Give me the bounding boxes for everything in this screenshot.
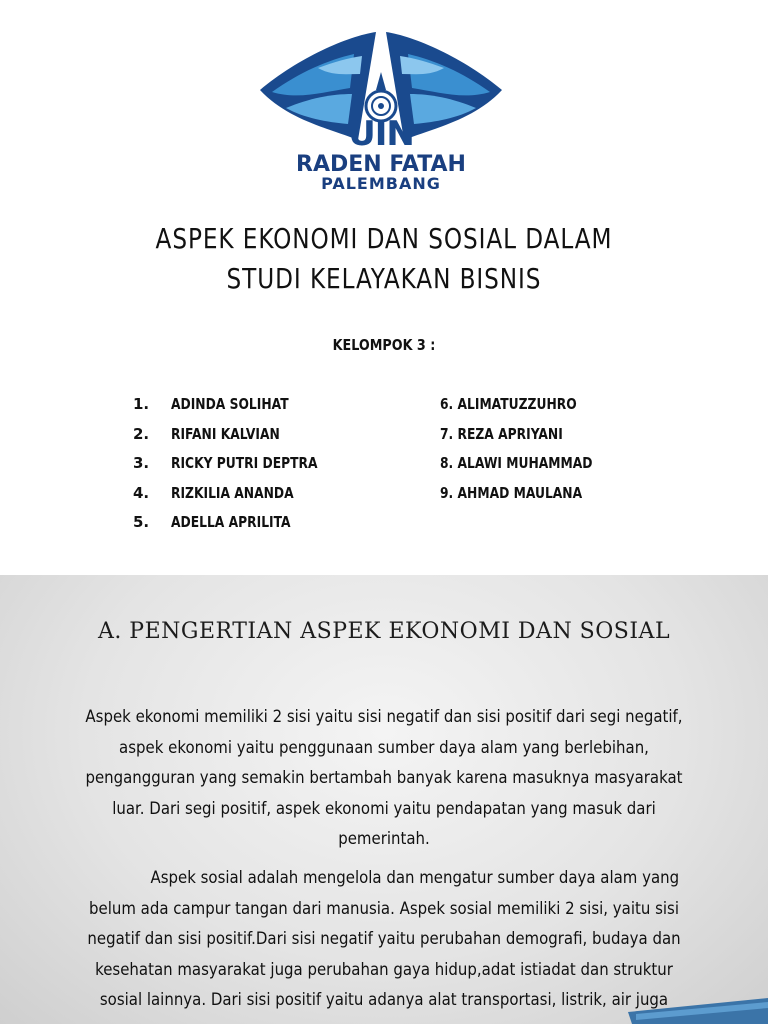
members-left-list	[133, 390, 350, 538]
member-number: 3.	[133, 454, 150, 472]
member-name: 6. ALIMATUZZUHRO	[440, 395, 577, 413]
logo-line1: RADEN FATAH	[296, 152, 466, 177]
member-number: 5.	[133, 513, 150, 531]
member-name: RIZKILIA ANANDA	[171, 483, 294, 502]
member-number: 4.	[133, 483, 150, 502]
paragraph-line: kesehatan masyarakat juga perubahan gaya hidup,adat istiadat dan struktur	[95, 959, 673, 980]
paragraph-line: Aspek ekonomi memiliki 2 sisi yaitu sisi negatif dan sisi positif dari segi negatif,	[85, 707, 683, 727]
paragraph-line: belum ada campur tangan dari manusia. Aspek sosial memiliki 2 sisi, yaitu sisi	[89, 898, 679, 919]
members-right-list	[440, 390, 626, 508]
member-item	[440, 420, 626, 450]
logo-line2: PALEMBANG	[321, 174, 441, 193]
member-number: 2.	[133, 424, 150, 443]
member-number: 1.	[133, 395, 150, 413]
member-item	[133, 479, 350, 509]
title-line1: ASPEK EKONOMI DAN SOSIAL DALAM	[155, 222, 613, 255]
member-name: 7. REZA APRIYANI	[440, 424, 563, 443]
member-item	[133, 420, 350, 450]
paragraph-line: aspek ekonomi yaitu penggunaan sumber daya alam yang berlebihan,	[119, 737, 649, 758]
member-item	[440, 479, 626, 509]
paragraph-social	[40, 863, 728, 1016]
member-name: 8. ALAWI MUHAMMAD	[440, 454, 593, 472]
member-name: RIFANI KALVIAN	[171, 424, 280, 443]
university-logo	[258, 28, 504, 193]
member-name: RICKY PUTRI DEPTRA	[171, 454, 318, 472]
paragraph-line: luar. Dari segi positif, aspek ekonomi yaitu pendapatan yang masuk dari	[112, 798, 656, 819]
paragraph-line: pemerintah.	[338, 829, 430, 849]
title-line2: STUDI KELAYAKAN BISNIS	[226, 262, 542, 295]
paragraph-line: sosial lainnya. Dari sisi positif yaitu adanya alat transportasi, listrik, air juga	[99, 990, 669, 1010]
paragraph-economic	[40, 702, 728, 855]
section-heading: A. PENGERTIAN ASPEK EKONOMI DAN SOSIAL	[97, 619, 671, 644]
member-name: ADINDA SOLIHAT	[171, 395, 289, 413]
group-label: KELOMPOK 3 :	[332, 336, 436, 354]
paragraph-line: negatif dan sisi positif.Dari sisi negatif yaitu perubahan demografi, budaya dan	[87, 929, 681, 949]
corner-decoration-icon	[628, 998, 768, 1024]
member-item	[133, 508, 350, 538]
content-slide	[0, 575, 768, 1024]
member-item	[133, 449, 350, 479]
member-item	[133, 390, 350, 420]
member-name: ADELLA APRILITA	[171, 513, 291, 531]
member-item	[440, 390, 626, 420]
paragraph-line: pengangguran yang semakin bertambah banyak karena masuknya masyarakat	[85, 768, 683, 788]
member-name: 9. AHMAD MAULANA	[440, 483, 583, 502]
member-item	[440, 449, 626, 479]
logo-initials: UIN	[348, 114, 414, 154]
paragraph-line: Aspek sosial adalah mengelola dan mengatur sumber daya alam yang	[150, 868, 680, 888]
